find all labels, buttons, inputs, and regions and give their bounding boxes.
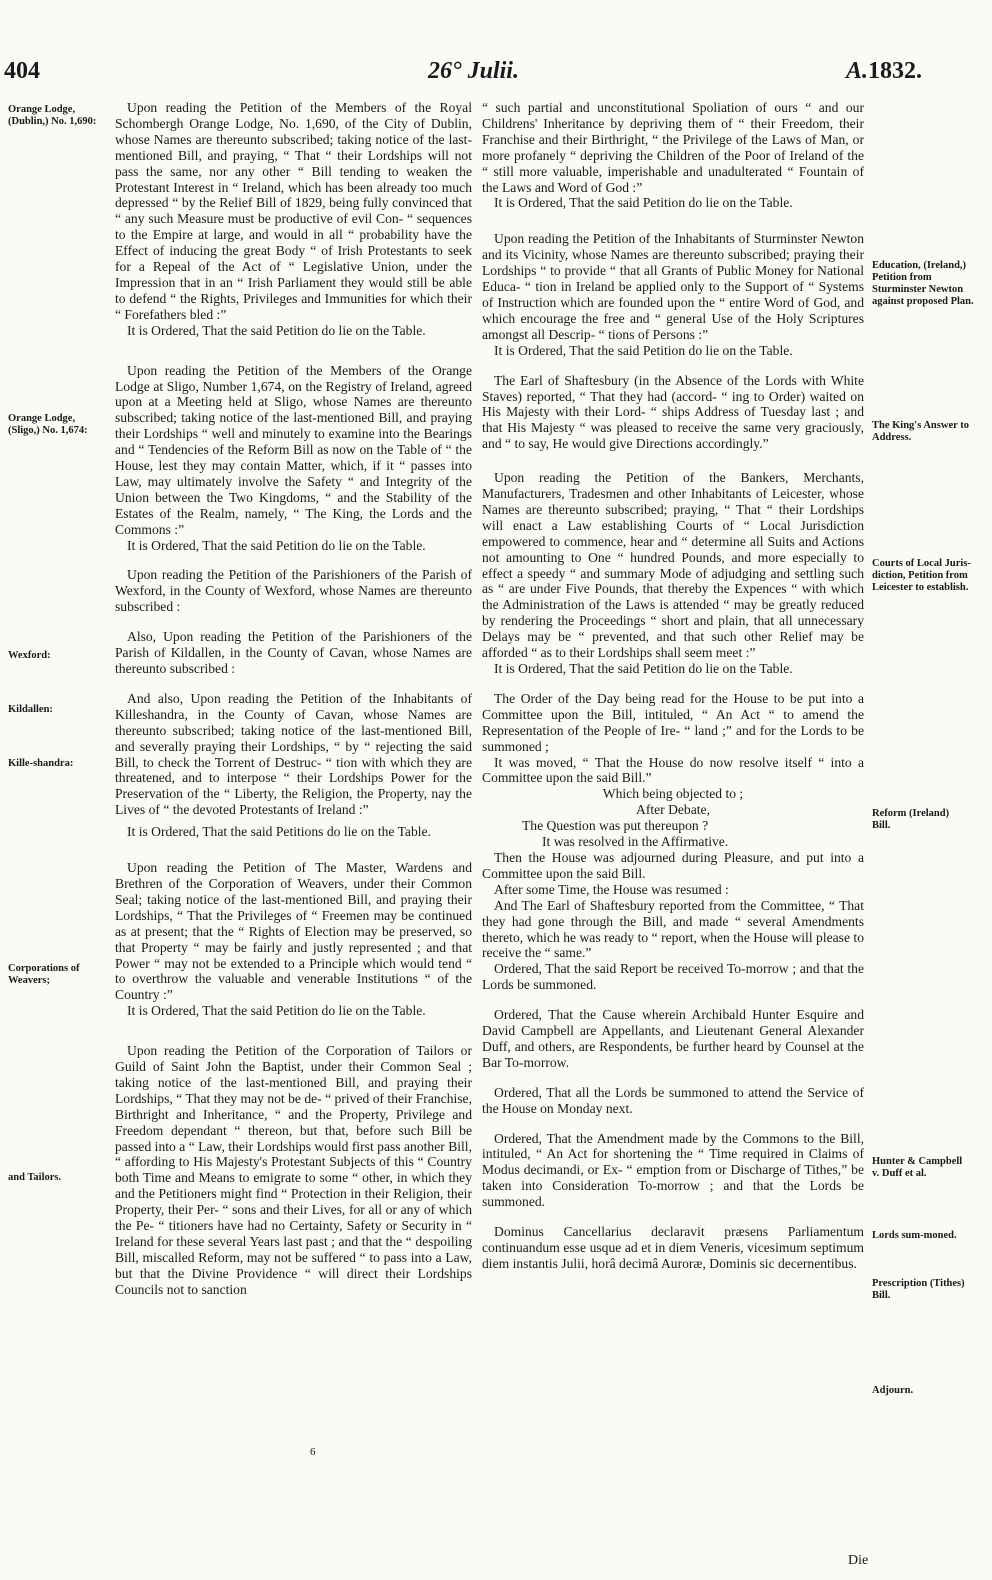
margin-killeshandra: Kille-shandra:: [8, 758, 74, 769]
debate-line: After Debate,: [636, 802, 710, 818]
order-text: Ordered, That the Cause wherein Archibald Hunter Esquire and David Campbell are Appellants, and Lieutenant General Alexander Duff, and others, are Respondents, be further heard by Counsel at the Bar To-morrow.: [482, 1007, 864, 1070]
order-text: It is Ordered, That the said Petition do lie on the Table.: [127, 1003, 426, 1019]
adjournment: [482, 1224, 864, 1272]
margin-courts: Courts of Local Juris-diction, Petition from Leicester to establish.: [872, 558, 971, 593]
order-text: It is Ordered, That the said Petition do lie on the Table.: [127, 322, 426, 338]
petition-text: Upon reading the Petition of the Members of the Orange Lodge at Sligo, Number 1,674, on the Registry of Ireland, agreed upon at a Meeting held at Sligo, whose Names are thereunto subscribed; taking notice of the last-mentioned Bill, and praying their Lordships “ well and minutely to examine into the Bearings and “ Tendencies of the Reform Bill as now on the Table of “ the House, lest they may contain Matter, which, if it “ passes into Law, may ultimately involve the Safety “ and Integrity of the Union between the Two Kingdoms, “ and the Stability of the Estates of the Realm, namely, “ The King, the Lords and the Commons :”: [115, 362, 472, 537]
committee-report: And The Earl of Shaftesbury reported from the Committee, “ That they had gone through the Bill, and made “ several Amendments thereto, which he was ready to “ report, when the House will please to receive the “ same.”: [482, 897, 864, 961]
order-text: It is Ordered, That the said Petition do lie on the Table.: [494, 342, 793, 358]
year-value: 1832.: [868, 58, 923, 84]
petition-weavers: [115, 860, 472, 1019]
order-text: It is Ordered, That the said Petitions do lie on the Table.: [127, 824, 431, 840]
petition-text: Upon reading the Petition of the Inhabitants of Sturminster Newton and its Vicinity, whose Names are thereunto subscribed; praying their Lordships “ to provide “ that all Grants of Public Money for National Educa- “ tion in Ireland be applied only to the Support of “ Systems of Instruction which are founded upon the “ entire Word of God, and which encourage the free and “ general Use of the Holy Scriptures amongst all Descrip- “ tions of Persons :”: [482, 231, 864, 342]
petition-text: And also, Upon reading the Petition of the Inhabitants of Killeshandra, in the County of Cavan, whose Names are thereunto subscribed; taking notice of the last-mentioned Bill, and severally praying their Lordships, “ by “ rejecting the said Bill, to check the Torrent of Destruc- “ tion with which they are threatened, and to interpose “ their Lordships Power for the Preservation of the “ Liberty, the Religion, the Property, nay the Lives of “ the devoted Protestants of Ireland :”: [115, 690, 472, 818]
petition-orange-sligo: [115, 363, 472, 554]
petition-text: “ such partial and unconstitutional Spoliation of ours “ and our Childrens' Inheritance by depriving them of “ their Freedom, their Franchise and their Birthright, “ the Privilege of the Laws of Man, or more profanely “ depriving the Children of the Poor of Ireland of the “ still more valuable, imperishable and unadulterated “ Fountain of the Laws and Word of God :”: [482, 100, 864, 195]
petition-wexford: [115, 567, 472, 615]
order-text: It is Ordered, That the said Petition do lie on the Table.: [127, 537, 426, 553]
petition-text: Upon reading the Petition of the Parishioners of the Parish of Wexford, in the County of Wexford, whose Names are thereunto subscribed :: [115, 567, 472, 615]
petition-text: Upon reading the Petition of the Corporation of Tailors or Guild of Saint John the Baptist, under their Common Seal ; taking notice of the last-mentioned Bill, and praying their Lordships, “ That they may not be de- “ prived of their Franchise, Birthright and Inheritance, “ and the Property, Privilege and Freedom dependant “ thereon, but that, before such Bill be passed into a “ Law, their Lordships would first pass another Bill, “ affording to His Majesty's Protestant Subjects of this “ Country both Time and Means to emigrate to some “ other, in which they and the Petitioners might find “ Protection in their Religion, their Property, their Per- “ sons and their Lives, for all or any of which the Pe- “ titioners have had no Certainty, Safety or Security in “ Ireland for these several Years last past ; and that the “ despoiling Bill, miscalled Reform, may not be suffered “ to pass into a Law, but that the Divine Providence “ will direct their Lordships Councils not to sanction: [115, 1043, 472, 1297]
margin-education: Education, (Ireland,) Petition from Sturminster Newton against proposed Plan.: [872, 260, 974, 307]
margin-adjourn: Adjourn.: [872, 1385, 914, 1396]
order-text: Ordered, That all the Lords be summoned to attend the Service of the House on Monday next.: [482, 1084, 864, 1116]
margin-orange-sligo: Orange Lodge, (Sligo,) No. 1,674:: [8, 413, 88, 436]
reform-bill-proceedings: [482, 691, 864, 993]
petition-text: Also, Upon reading the Petition of the Parishioners of the Parish of Kildallen, in the County of Cavan, whose Names are thereunto subscribed :: [115, 629, 472, 676]
petition-tailors: [115, 1043, 472, 1298]
order-text: It is Ordered, That the said Petition do lie on the Table.: [494, 661, 793, 676]
adjourned-text: Then the House was adjourned during Pleasure, and put into a Committee upon the said Bill.: [482, 849, 864, 881]
report-order: Ordered, That the said Report be received To-morrow ; and that the Lords be summoned.: [482, 961, 864, 993]
order-text: Ordered, That the Amendment made by the Commons to the Bill, intituled, “ An Act for shortening the “ Time required in Claims of Modus decimandi, or Ex- “ emption from or Discharge of Tithes,” be taken into Consideration To-morrow ; and that the Lords be summoned.: [482, 1130, 864, 1210]
petition-text: Upon reading the Petition of The Master, Wardens and Brethren of the Corporation of Weavers, under their Common Seal; taking notice of the last-mentioned Bill, and praying their Lordships, “ That the Privileges of “ Freemen may be continued as at present; that the “ Rights of Election may be preserved, so that Property “ may be fairly and justly represented ; and that Power “ may not be extended to a Principle which would tend “ to overthrow the valuable and venerable Institutions “ of the Country :”: [115, 860, 472, 1003]
petition-text: Upon reading the Petition of the Members of the Royal Schombergh Orange Lodge, No. 1,690, of the City of Dublin, whose Names are thereunto subscribed; taking notice of the last-mentioned Bill, and praying, “ That “ their Lordships will not pass the same, nor any other “ Bill tending to weaken the Protestant Interest in “ Ireland, which has been already too much depressed “ by the Relief Bill of 1829, being fully convinced that “ any such Measure must be productive of evil Con- “ sequences to the Empire at large, and would in all “ probability have the Effect of inducing the great Body “ of Irish Protestants to seek for a Repeal of the Act of “ Legislative Union, under the Impression that in an “ Irish Parliament they would still be able to defend “ the Rights, Privileges and Immunities for which their “ Forefathers bled :”: [115, 100, 472, 322]
motion-text: It was moved, “ That the House do now resolve itself “ into a Committee upon the said Bill.”: [482, 754, 864, 786]
page-number: 404: [4, 58, 40, 84]
margin-lords-summoned: Lords sum-moned.: [872, 1230, 957, 1241]
petition-sturminster: [482, 231, 864, 358]
margin-kings-answer: The King's Answer to Address.: [872, 420, 969, 443]
margin-reform: Reform (Ireland) Bill.: [872, 808, 950, 831]
petition-tailors-continued: [482, 100, 864, 211]
right-column: [482, 100, 864, 1286]
report-text: The Earl of Shaftesbury (in the Absence of the Lords with White Staves) reported, “ That they had (accord- “ ing to Order) waited on His Majesty with their Lord- “ ships Address of Tuesday last ; and that His Majesty “ was pleased to receive the same very graciously, and “ to say, He would give Directions accordingly.”: [482, 372, 864, 452]
margin-weavers: Corporations of Weavers;: [8, 963, 80, 986]
page-date: 26° Julii.: [428, 58, 519, 84]
lords-summoned-order: [482, 1085, 864, 1117]
order-text: It is Ordered, That the said Petition do lie on the Table.: [494, 195, 793, 211]
signature-mark: 6: [310, 1446, 316, 1458]
petition-kildallen: [115, 629, 472, 677]
petition-killeshandra: [115, 691, 472, 840]
adjournment-text: Dominus Cancellarius declaravit præsens Parliamentum continuandum esse usque ad et in diem Veneris, vicesimum septimum diem instantis Julii, horâ decimâ Auroræ, Dominis sic decernentibus.: [482, 1224, 864, 1271]
question-line: The Question was put thereupon ?: [522, 818, 709, 834]
petition-orange-dublin: [115, 100, 472, 339]
order-of-day: The Order of the Day being read for the House to be put into a Committee upon the Bill, intituled, “ An Act “ to amend the Representation of the People of Ire- “ land ;” and for the Lords to be summoned ;: [482, 690, 864, 754]
catchword: Die: [848, 1553, 869, 1568]
left-column: [115, 100, 472, 1312]
margin-wexford: Wexford:: [8, 650, 51, 661]
petition-leicester: [482, 470, 864, 677]
objection-line: Which being objected to ;: [602, 786, 744, 802]
resolved-line: It was resolved in the Affirmative.: [542, 834, 729, 850]
margin-prescription: Prescription (Tithes) Bill.: [872, 1278, 965, 1301]
margin-hunter: Hunter & Campbell v. Duff et al.: [872, 1156, 963, 1179]
resumed-text: After some Time, the House was resumed :: [494, 881, 729, 897]
margin-orange-dublin: Orange Lodge, (Dublin,) No. 1,690:: [8, 104, 97, 127]
hunter-campbell-order: [482, 1007, 864, 1071]
page-header: [0, 58, 992, 98]
year-prefix: A.: [846, 58, 869, 84]
petition-text: Upon reading the Petition of the Bankers, Merchants, Manufacturers, Tradesmen and other Inhabitants of Leicester, whose Names are thereunto subscribed; praying, “ That “ their Lordships will enact a Law establishing Courts of “ Local Jurisdiction empowered to commence, hear and “ determine all Suits and Actions not amounting to One “ hundred Pounds, and more especially to effect a speedy “ and summary Mode of adjudging and settling such as “ are under Five Pounds, that thereby the Expences “ with which the Administration of the Laws is attended “ may be greatly reduced by rendering the Proceedings “ short and plain, that all unnecessary Delays may be “ prevented, and that such other Relief may be afforded “ as to their Lordships shall seem meet :”: [482, 470, 864, 661]
page-year: [846, 58, 922, 85]
margin-kildallen: Kildallen:: [8, 704, 53, 715]
prescription-order: [482, 1131, 864, 1211]
margin-tailors: and Tailors.: [8, 1172, 62, 1183]
kings-answer: [482, 373, 864, 453]
